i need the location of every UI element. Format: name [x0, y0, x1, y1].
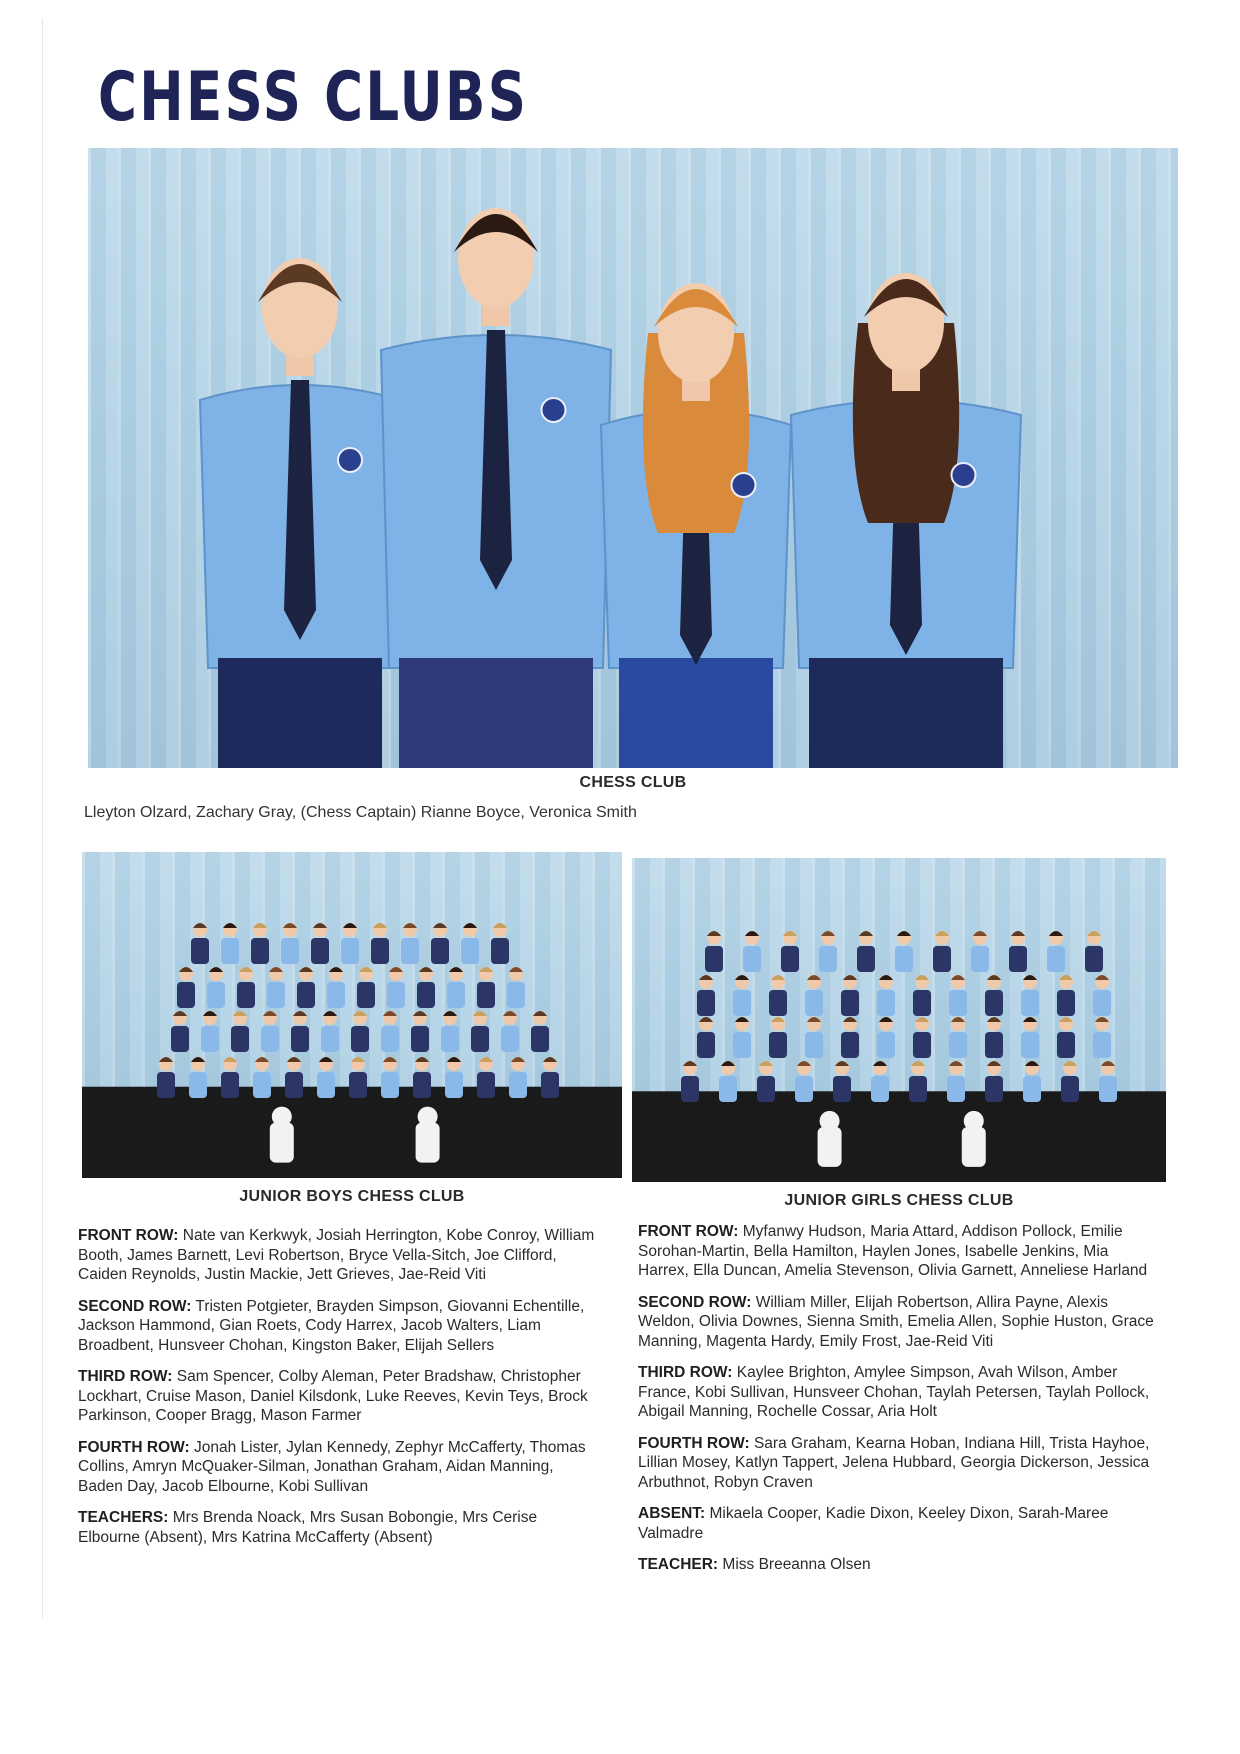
student-figure	[411, 1011, 429, 1052]
student-figure	[697, 1017, 715, 1058]
boys-fourth-row	[78, 1438, 598, 1497]
row-label: TEACHERS:	[78, 1509, 169, 1526]
student-figure	[431, 923, 449, 964]
junior-girls-figures	[632, 858, 1166, 1182]
student-figure	[291, 1011, 309, 1052]
chess-club-caption-title: CHESS CLUB	[579, 774, 687, 791]
student-figure	[477, 1057, 495, 1098]
student-figure	[281, 923, 299, 964]
student-figure	[841, 975, 859, 1016]
row-names: Mrs Brenda Noack, Mrs Susan Bobongie, Mrs Cerise Elbourne (Absent), Mrs Katrina McCafferty (Absent)	[78, 1509, 538, 1546]
student-figure	[805, 975, 823, 1016]
student-figure	[971, 931, 989, 972]
student-figure	[541, 1057, 559, 1098]
student-figure	[795, 1061, 813, 1102]
student-figure	[401, 923, 419, 964]
student-figure	[705, 931, 723, 972]
junior-boys-caption-title: JUNIOR BOYS CHESS CLUB	[239, 1188, 465, 1205]
student-figure	[381, 1057, 399, 1098]
row-label: SECOND ROW:	[638, 1293, 752, 1311]
student-figure	[1057, 1017, 1075, 1058]
chess-club-caption-names: Lleyton Olzard, Zachary Gray, (Chess Captain) Rianne Boyce, Veronica Smith	[84, 804, 637, 821]
girls-third-row	[638, 1363, 1158, 1422]
boys-third-row	[78, 1367, 598, 1426]
row-label: THIRD ROW:	[78, 1368, 173, 1385]
student-figure	[445, 1057, 463, 1098]
student-figure	[471, 1011, 489, 1052]
student-figure	[769, 1017, 787, 1058]
student-figure	[681, 1061, 699, 1102]
junior-boys-photo	[82, 852, 622, 1178]
student-figure	[913, 975, 931, 1016]
student-figure	[697, 975, 715, 1016]
boys-front-row	[78, 1226, 598, 1285]
student-figure	[441, 1011, 459, 1052]
student-figure	[351, 1011, 369, 1052]
row-names: Sam Spencer, Colby Aleman, Peter Bradshaw, Christopher Lockhart, Cruise Mason, Daniel Kilsdonk, Luke Reeves, Kevin Teys, Brock Parkinson, Cooper Bragg, Mason Farmer	[78, 1368, 588, 1424]
junior-boys-name-list	[78, 1226, 598, 1559]
junior-girls-caption-title: JUNIOR GIRLS CHESS CLUB	[784, 1192, 1014, 1209]
student-figure	[231, 1011, 249, 1052]
student-figure	[947, 1061, 965, 1102]
student-figure	[201, 1011, 219, 1052]
row-names: Mikaela Cooper, Kadie Dixon, Keeley Dixon, Sarah-Maree Valmadre	[638, 1505, 1109, 1542]
row-names: Jonah Lister, Jylan Kennedy, Zephyr McCafferty, Thomas Collins, Amryn McQuaker-Silman, Jonathan Graham, Aidan Manning, Baden Day, Jacob Elbourne, Kobi Sullivan	[78, 1438, 586, 1495]
row-label: FRONT ROW:	[78, 1227, 179, 1244]
student-figure	[791, 273, 1021, 768]
student-figure	[1099, 1061, 1117, 1102]
student-figure	[743, 931, 761, 972]
student-figure	[909, 1061, 927, 1102]
student-figure	[601, 283, 791, 768]
girls-absent	[638, 1504, 1158, 1543]
student-figure	[507, 967, 525, 1008]
chess-piece	[416, 1107, 440, 1163]
student-figure	[949, 975, 967, 1016]
student-figure	[321, 1011, 339, 1052]
girls-fourth-row	[638, 1434, 1158, 1493]
student-figure	[985, 1017, 1003, 1058]
student-figure	[200, 258, 400, 768]
student-figure	[311, 923, 329, 964]
student-figure	[509, 1057, 527, 1098]
boys-second-row	[78, 1297, 598, 1356]
student-figure	[251, 923, 269, 964]
student-figure	[477, 967, 495, 1008]
student-figure	[417, 967, 435, 1008]
student-figure	[1009, 931, 1027, 972]
student-figure	[381, 1011, 399, 1052]
student-figure	[387, 967, 405, 1008]
student-figure	[757, 1061, 775, 1102]
student-figure	[1085, 931, 1103, 972]
student-figure	[297, 967, 315, 1008]
student-figure	[733, 1017, 751, 1058]
student-figure	[189, 1057, 207, 1098]
row-names: Nate van Kerkwyk, Josiah Herrington, Kobe Conroy, William Booth, James Barnett, Levi Robertson, Bryce Vella-Sitch, Joe Clifford, Caiden Reynolds, Justin Mackie, Jett Grieves, Jae-Reid Viti	[78, 1227, 595, 1283]
student-figure	[781, 931, 799, 972]
boys-teachers	[78, 1508, 598, 1547]
student-figure	[327, 967, 345, 1008]
student-figure	[261, 1011, 279, 1052]
student-figure	[985, 1061, 1003, 1102]
student-figure	[1047, 931, 1065, 972]
student-figure	[357, 967, 375, 1008]
girls-second-row	[638, 1293, 1158, 1352]
chess-piece	[818, 1111, 842, 1167]
student-figure	[171, 1011, 189, 1052]
student-figure	[317, 1057, 335, 1098]
student-figure	[491, 923, 509, 964]
student-figure	[719, 1061, 737, 1102]
chess-club-photo	[88, 148, 1178, 768]
student-figure	[207, 967, 225, 1008]
student-figure	[985, 975, 1003, 1016]
page-title: CHESS CLUBS	[98, 58, 529, 137]
student-figure	[857, 931, 875, 972]
chess-piece	[962, 1111, 986, 1167]
student-figure	[349, 1057, 367, 1098]
student-figure	[913, 1017, 931, 1058]
student-figure	[531, 1011, 549, 1052]
student-figure	[733, 975, 751, 1016]
student-figure	[1093, 1017, 1111, 1058]
student-figure	[381, 208, 611, 768]
student-figure	[157, 1057, 175, 1098]
row-label: TEACHER:	[638, 1556, 719, 1573]
student-figure	[819, 931, 837, 972]
student-figure	[341, 923, 359, 964]
student-figure	[769, 975, 787, 1016]
girls-teacher	[638, 1555, 1158, 1575]
row-label: FOURTH ROW:	[638, 1434, 750, 1452]
student-figure	[841, 1017, 859, 1058]
student-figure	[833, 1061, 851, 1102]
student-figure	[1023, 1061, 1041, 1102]
row-label: THIRD ROW:	[638, 1364, 733, 1381]
student-figure	[447, 967, 465, 1008]
student-figure	[1061, 1061, 1079, 1102]
girls-front-row	[638, 1222, 1158, 1281]
student-figure	[237, 967, 255, 1008]
student-figure	[221, 923, 239, 964]
student-figure	[413, 1057, 431, 1098]
stage-floor	[632, 1091, 1166, 1182]
chess-club-figures	[88, 148, 1178, 768]
student-figure	[805, 1017, 823, 1058]
student-figure	[267, 967, 285, 1008]
student-figure	[501, 1011, 519, 1052]
row-names: Sara Graham, Kearna Hoban, Indiana Hill, Trista Hayhoe, Lillian Mosey, Katlyn Tappert, Jelena Hubbard, Georgia Dickerson, Jessica Arbuthnot, Robyn Craven	[638, 1434, 1150, 1491]
junior-girls-photo	[632, 858, 1166, 1182]
student-figure	[933, 931, 951, 972]
row-label: ABSENT:	[638, 1505, 706, 1522]
row-names: Myfanwy Hudson, Maria Attard, Addison Pollock, Emilie Sorohan-Martin, Bella Hamilton, Haylen Jones, Isabelle Jenkins, Mia Harrex, Ella Duncan, Amelia Stevenson, Olivia Garnett, Anneliese Harland	[638, 1223, 1148, 1279]
student-figure	[461, 923, 479, 964]
student-figure	[1057, 975, 1075, 1016]
row-label: FRONT ROW:	[638, 1223, 739, 1240]
row-names: Tristen Potgieter, Brayden Simpson, Giovanni Echentille, Jackson Hammond, Gian Roets, Cody Harrex, Jacob Walters, Liam Broadbent, Hunsveer Chohan, Kingston Baker, Elijah Sellers	[78, 1297, 585, 1354]
student-figure	[285, 1057, 303, 1098]
student-figure	[871, 1061, 889, 1102]
row-label: SECOND ROW:	[78, 1297, 192, 1315]
student-figure	[877, 1017, 895, 1058]
student-figure	[1093, 975, 1111, 1016]
student-figure	[253, 1057, 271, 1098]
student-figure	[177, 967, 195, 1008]
student-figure	[191, 923, 209, 964]
student-figure	[949, 1017, 967, 1058]
student-figure	[221, 1057, 239, 1098]
student-figure	[877, 975, 895, 1016]
student-figure	[1021, 975, 1039, 1016]
student-figure	[1021, 1017, 1039, 1058]
chess-piece	[270, 1107, 294, 1163]
page-edge-line	[42, 18, 43, 1618]
junior-boys-figures	[82, 852, 622, 1178]
student-figure	[895, 931, 913, 972]
row-label: FOURTH ROW:	[78, 1438, 190, 1456]
junior-girls-name-list	[638, 1222, 1158, 1587]
row-names: Kaylee Brighton, Amylee Simpson, Avah Wilson, Amber France, Kobi Sullivan, Hunsveer Chohan, Taylah Petersen, Taylah Pollock, Abigail Manning, Rochelle Cossar, Aria Holt	[638, 1364, 1150, 1420]
stage-floor	[82, 1087, 622, 1178]
row-names: Miss Breeanna Olsen	[722, 1556, 871, 1573]
row-names: William Miller, Elijah Robertson, Allira Payne, Alexis Weldon, Olivia Downes, Sienna Smith, Emelia Allen, Sophie Huston, Grace Manning, Magenta Hardy, Emily Frost, Jae-Reid Viti	[638, 1293, 1154, 1350]
student-figure	[371, 923, 389, 964]
